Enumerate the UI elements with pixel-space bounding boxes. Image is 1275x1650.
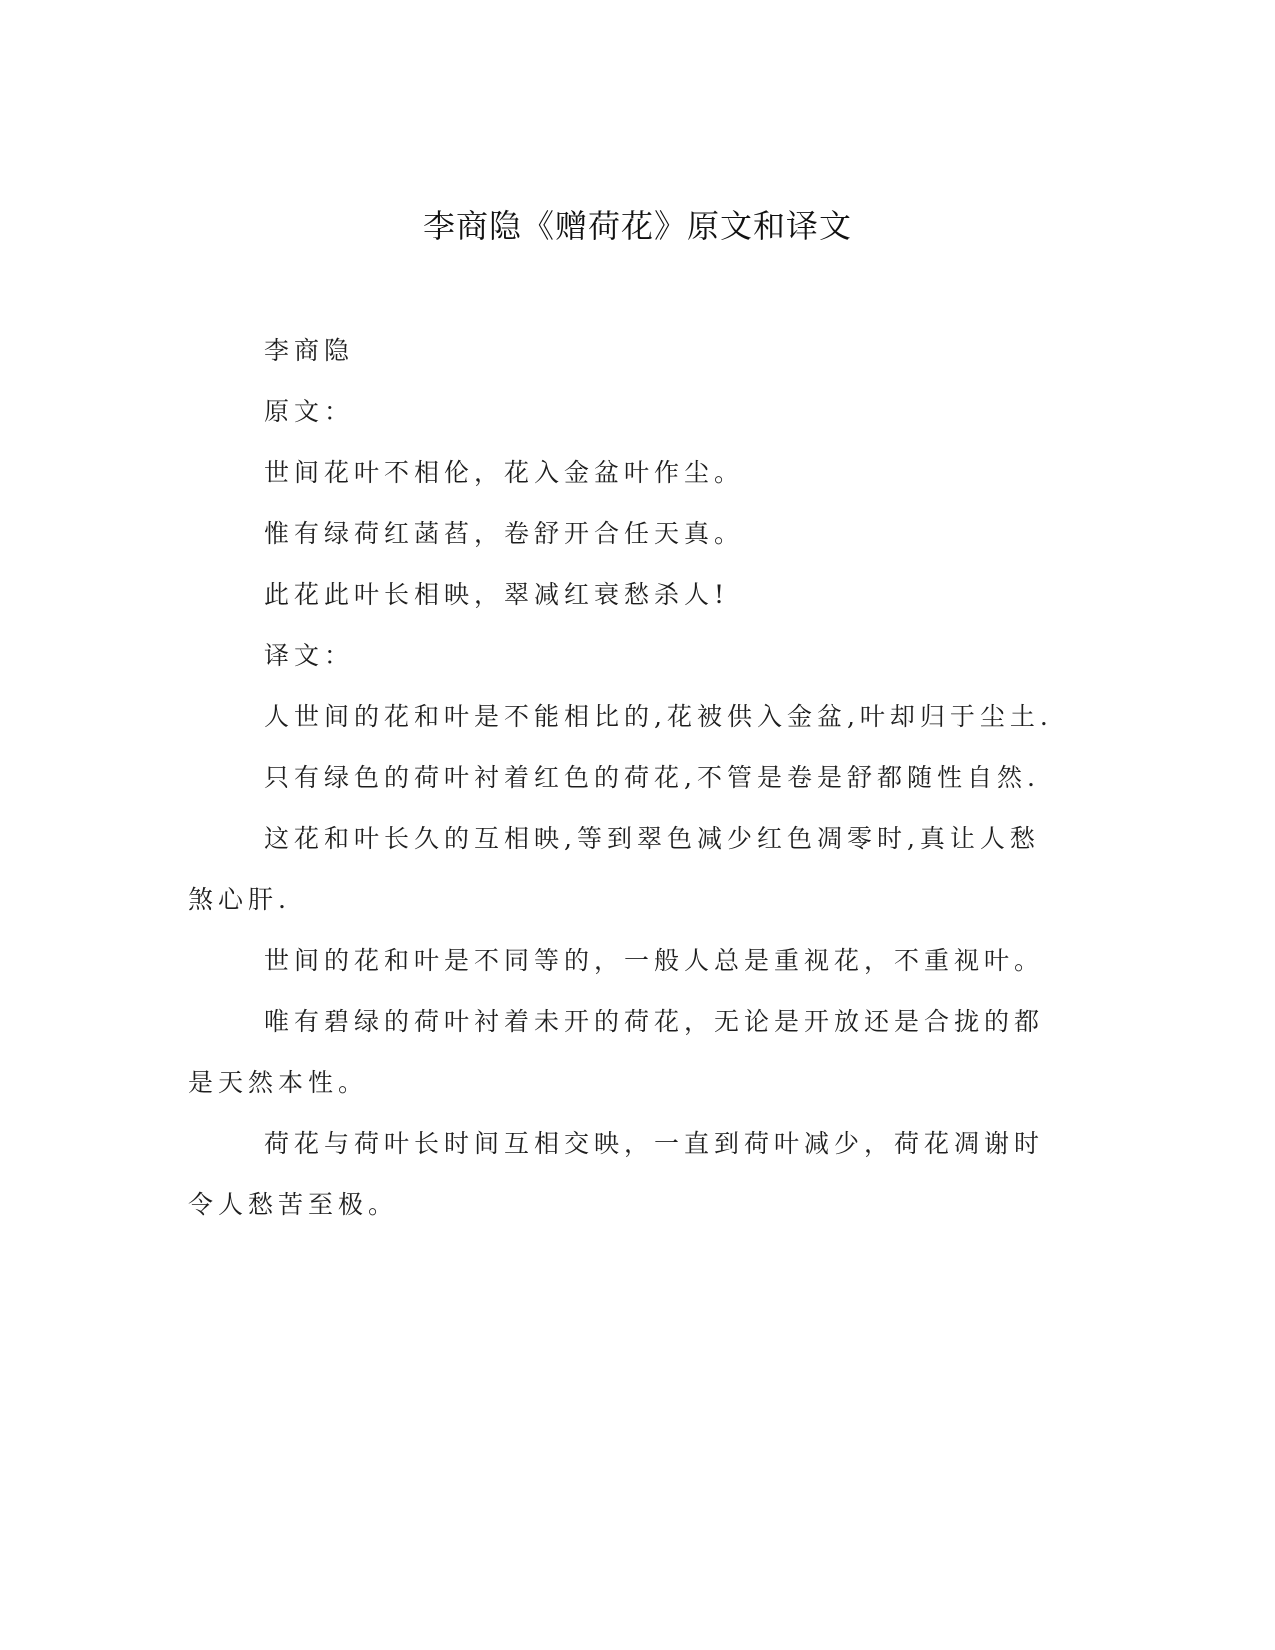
document-title: 李商隐《赠荷花》原文和译文 <box>422 207 852 245</box>
poem-line-1: 世间花叶不相伦，花入金盆叶作尘。 <box>264 458 745 487</box>
translation-paragraph-1: 人世间的花和叶是不能相比的,花被供入金盆,叶却归于尘土. <box>264 702 1053 731</box>
document-body <box>188 320 1068 1235</box>
original-heading: 原文： <box>264 397 355 426</box>
translation-paragraph-6: 荷花与荷叶长时间互相交映，一直到荷叶减少，荷花凋谢时令人愁苦至极。 <box>188 1129 1045 1219</box>
translation-paragraph-3: 这花和叶长久的互相映,等到翠色减少红色凋零时,真让人愁煞心肝. <box>188 824 1040 914</box>
translation-paragraph-5: 唯有碧绿的荷叶衬着未开的荷花，无论是开放还是合拢的都是天然本性。 <box>188 1007 1045 1097</box>
poem-line-3: 此花此叶长相映，翠减红衰愁杀人! <box>264 580 730 609</box>
author-line: 李商隐 <box>264 336 355 365</box>
poem-line-2: 惟有绿荷红菡萏，卷舒开合任天真。 <box>264 519 745 548</box>
translation-heading: 译文： <box>264 641 355 670</box>
translation-paragraph-4: 世间的花和叶是不同等的，一般人总是重视花，不重视叶。 <box>264 946 1045 975</box>
translation-paragraph-2: 只有绿色的荷叶衬着红色的荷花,不管是卷是舒都随性自然. <box>264 763 1040 792</box>
